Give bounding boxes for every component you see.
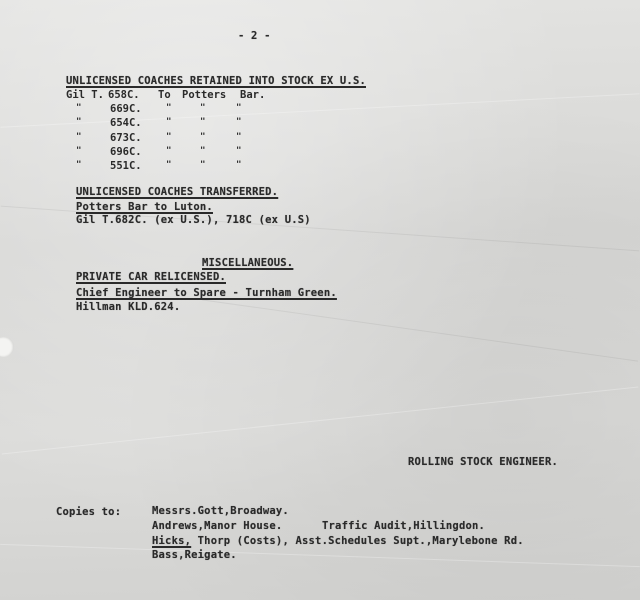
copies-line-4: Bass,Reigate. — [152, 549, 237, 561]
copies-line-2a: Andrews,Manor House. — [152, 520, 283, 532]
row-dest2: " — [236, 159, 242, 170]
row-to: " — [166, 159, 172, 170]
row-prefix: Gil T. — [66, 89, 104, 101]
page-number: - 2 - — [238, 30, 271, 42]
private-car-line: Hillman KLD.624. — [76, 301, 181, 313]
row-code: 654C. — [110, 117, 142, 130]
row-prefix: " — [76, 117, 82, 128]
row-code: 673C. — [110, 131, 142, 144]
row-dest2: Bar. — [240, 89, 266, 101]
private-car-heading: PRIVATE CAR RELICENSED. — [76, 271, 226, 283]
copies-name-underlined: Hicks, — [152, 535, 192, 547]
row-dest: " — [200, 103, 206, 114]
section-heading-transferred: UNLICENSED COACHES TRANSFERRED. — [76, 186, 279, 198]
private-car-route: Chief Engineer to Spare - Turnham Green. — [76, 287, 337, 299]
section-heading-misc: MISCELLANEOUS. — [202, 257, 294, 269]
row-to: To — [158, 89, 171, 101]
row-to: " — [166, 131, 172, 142]
row-prefix: " — [76, 145, 82, 156]
row-code: 669C. — [110, 103, 142, 116]
row-dest: " — [200, 117, 206, 128]
copies-label: Copies to: — [56, 506, 122, 518]
signature-title: ROLLING STOCK ENGINEER. — [408, 456, 558, 468]
copies-line-3-rest: Thorp (Costs), Asst.Schedules Supt.,Marylebone Rd. — [191, 535, 524, 547]
row-dest: " — [200, 131, 206, 142]
copies-line-1: Messrs.Gott,Broadway. — [152, 505, 289, 517]
row-code: 551C. — [110, 159, 142, 172]
section-heading-retained: UNLICENSED COACHES RETAINED INTO STOCK EX U.S. — [66, 75, 366, 87]
punch-hole — [0, 337, 14, 357]
copies-line-2b: Traffic Audit,Hillingdon. — [322, 520, 486, 532]
row-dest: Potters — [182, 89, 227, 101]
row-dest2: " — [236, 117, 242, 128]
transfer-route: Potters Bar to Luton. — [76, 201, 213, 213]
row-prefix: " — [76, 103, 82, 114]
row-dest2: " — [236, 145, 242, 156]
row-dest2: " — [236, 131, 242, 142]
row-dest: " — [200, 159, 206, 170]
copies-line-3 — [152, 535, 524, 547]
transfer-line: Gil T.682C. (ex U.S.), 718C (ex U.S) — [76, 214, 311, 226]
row-dest2: " — [236, 103, 242, 114]
row-prefix: " — [76, 159, 82, 170]
row-dest: " — [200, 145, 206, 156]
row-prefix: " — [76, 131, 82, 142]
row-code: 696C. — [110, 145, 142, 158]
row-to: " — [166, 117, 172, 128]
row-to: " — [166, 145, 172, 156]
row-code: 658C. — [108, 89, 140, 101]
row-to: " — [166, 103, 172, 114]
